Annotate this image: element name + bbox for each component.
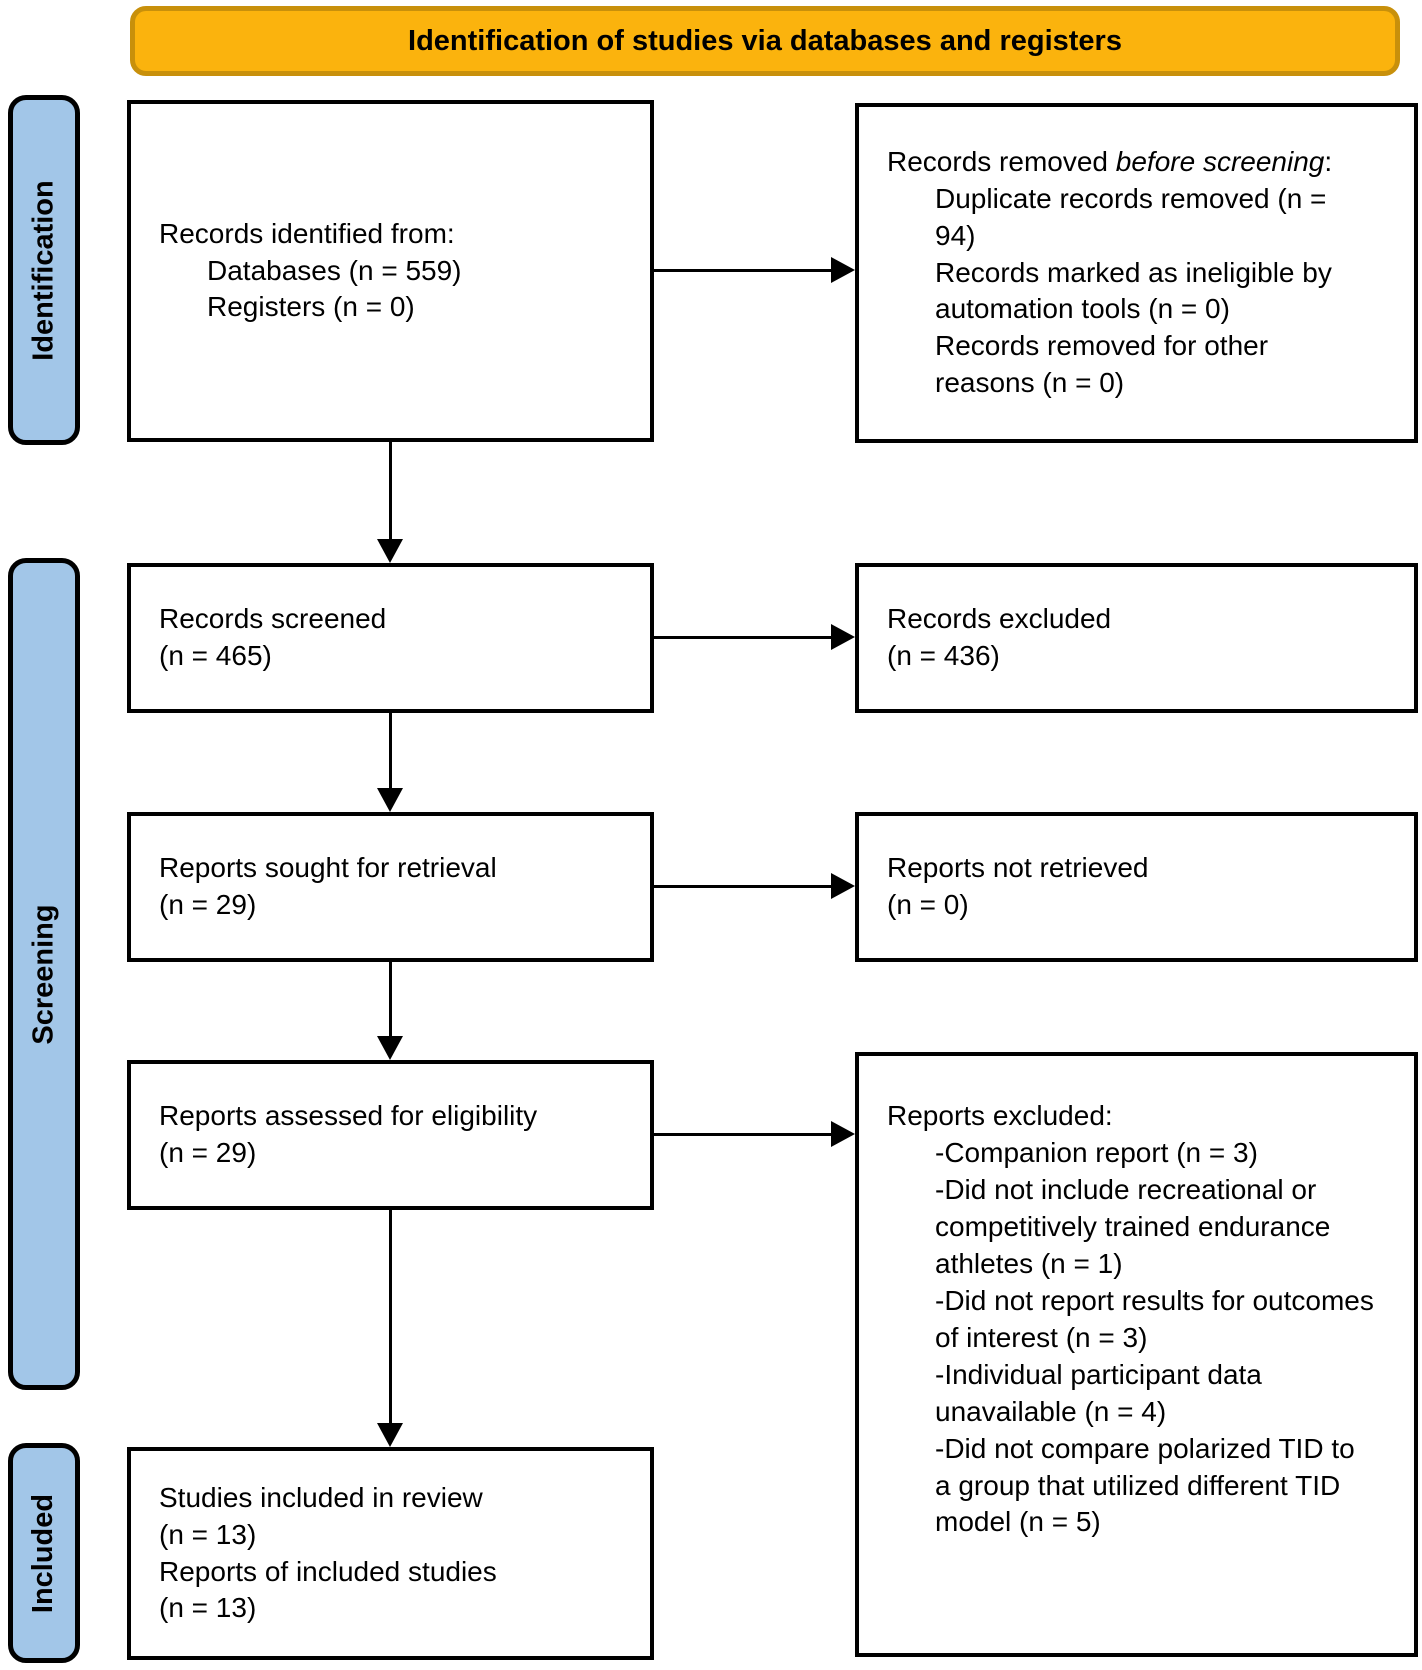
records-screened-count: (n = 465) [159,640,272,671]
sidebar-screening [8,558,80,1390]
records-removed-title-suffix: : [1324,145,1333,177]
arrow-assessed-to-included-line [389,1210,392,1425]
arrow-identified-to-removed-line [654,269,833,272]
box-studies-included [127,1447,654,1660]
records-removed-duplicates: Duplicate records removed (n = 94) [935,182,1327,251]
box-reports-not-retrieved [855,812,1418,962]
studies-included-count2: (n = 13) [159,1592,257,1624]
studies-included-count1: (n = 13) [159,1518,257,1550]
arrow-screened-to-sought-head [377,788,403,812]
reports-excluded-title: Reports excluded: [887,1100,1113,1131]
arrow-screened-to-excluded-head [831,624,855,650]
reports-excluded-no-tid-comparison: -Did not compare polarized TID to a group that utilized different TID model (n = 5) [935,1432,1355,1538]
arrow-identified-to-screened-line [389,442,392,541]
studies-included-line2: Reports of included studies [159,1555,497,1587]
banner-title [130,6,1400,76]
arrow-sought-to-assessed-head [377,1036,403,1060]
arrow-assessed-to-reports-excluded-head [831,1121,855,1147]
records-removed-title-prefix: Records removed [887,145,1116,177]
arrow-assessed-to-reports-excluded-line [654,1133,833,1136]
sidebar-identification [8,95,80,445]
arrow-sought-to-assessed-line [389,962,392,1038]
arrow-sought-to-not-retrieved-head [831,873,855,899]
reports-sought-count: (n = 29) [159,889,257,920]
records-removed-other: Records removed for other reasons (n = 0) [935,330,1269,399]
box-records-excluded [855,563,1418,713]
arrow-sought-to-not-retrieved-line [654,885,833,888]
reports-not-retrieved-line1: Reports not retrieved [887,852,1149,884]
reports-sought-line1: Reports sought for retrieval [159,852,497,884]
studies-included-line1: Studies included in review [159,1481,483,1513]
arrow-identified-to-screened-head [377,539,403,563]
reports-excluded-not-recreational: -Did not include recreational or competitively trained endurance athletes (n = 1) [935,1173,1331,1279]
reports-excluded-companion: -Companion report (n = 3) [935,1136,1258,1168]
reports-excluded-ipd-unavailable: -Individual participant data unavailable (n = 4) [935,1358,1262,1427]
records-identified-registers: Registers (n = 0) [207,291,415,323]
reports-excluded-no-outcomes: -Did not report results for outcomes of interest (n = 3) [935,1284,1374,1353]
box-reports-assessed [127,1060,654,1210]
arrow-assessed-to-included-head [377,1423,403,1447]
sidebar-included-label: Included [27,1493,60,1613]
box-records-identified [127,100,654,442]
reports-assessed-count: (n = 29) [159,1137,257,1168]
box-records-screened [127,563,654,713]
box-records-removed-before-screening [855,103,1418,443]
box-reports-sought [127,812,654,962]
records-identified-databases: Databases (n = 559) [207,254,462,286]
arrow-identified-to-removed-head [831,257,855,283]
reports-not-retrieved-count: (n = 0) [887,889,969,920]
records-excluded-line1: Records excluded [887,603,1112,635]
sidebar-identification-label: Identification [27,179,60,361]
box-reports-excluded [855,1052,1418,1657]
records-excluded-count: (n = 436) [887,640,1000,671]
arrow-screened-to-excluded-line [654,636,833,639]
records-identified-title: Records identified from: [159,217,455,249]
reports-assessed-line1: Reports assessed for eligibility [159,1100,538,1132]
records-removed-automation: Records marked as ineligible by automation tools (n = 0) [935,256,1332,325]
banner-title-text: Identification of studies via databases and registers [408,24,1122,57]
records-screened-line1: Records screened [159,603,387,635]
arrow-screened-to-sought-line [389,713,392,790]
records-removed-title-italic: before screening [1115,145,1325,177]
sidebar-included [8,1443,80,1663]
records-removed-title [887,144,1374,181]
sidebar-screening-label: Screening [27,903,60,1045]
